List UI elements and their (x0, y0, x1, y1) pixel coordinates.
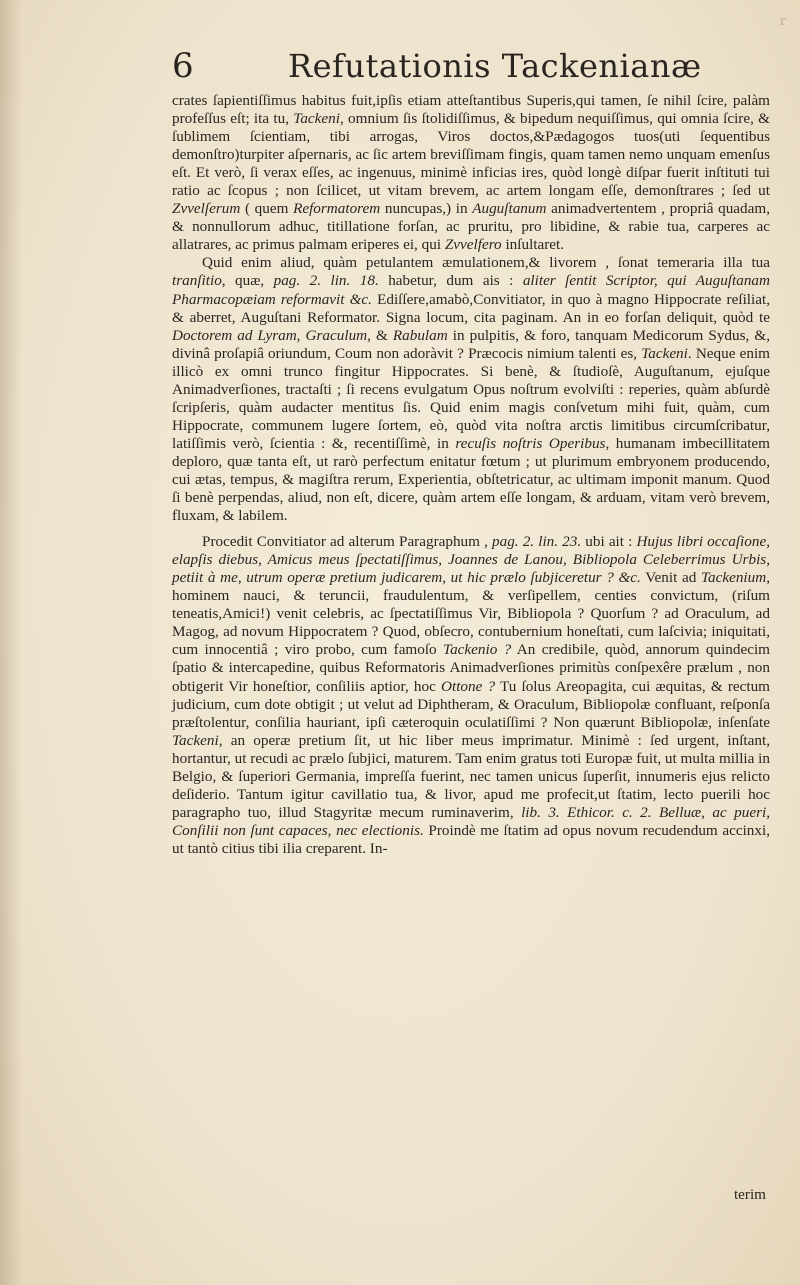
text-run: ubi ait : (581, 533, 637, 551)
italic-text: pag. 2. lin. 18. (273, 272, 379, 290)
text-run: Quid enim aliud, quàm petulantem æmulationem,& livorem , ſonat temeraria illa tua (202, 254, 770, 272)
italic-text: lib. 3. Ethicor. c. 2. Belluæ, ac pueri, Conſilii non ſunt capaces, nec electionis. (172, 803, 770, 839)
italic-text: Reformatorem (293, 200, 381, 218)
text-run: crates ſapientiſſimus habitus fuit,ipſis etiam atteſtantibus Superis,qui tamen, ſe nihil ſcire, palàm profeſſus eſt; ita tu, (172, 92, 770, 128)
text-run: . Neque enim illicò ex omni trunco fingitur Hippocrates. Si benè, & ſtudioſè, Auguſtanum, ejuſque Animadverſiones, tractaſti ; ſi recens evulgatum Opus noſtrum evolviſti : reperies, quàm abſurdè ſcripſeris, quàm audacter mentitus ſis. Quid enim magis conſvetum mihi fuit, quàm, cum Hippocrate, communem lugere ſortem, eò, quòd vita noſtra arctis limitibus circumſcribatur, latiſſimis verò, ſcientia : &, recentiſſimè, in (172, 344, 770, 452)
body-text (172, 92, 770, 858)
paragraph (172, 92, 770, 254)
italic-text: Doctorem ad Lyram, Graculum, (172, 326, 371, 344)
italic-text: recuſis noſtris Operibus (455, 434, 606, 452)
page-gutter-shadow (0, 0, 22, 1285)
italic-text: Tackeni (641, 344, 688, 362)
text-run: & (370, 326, 393, 344)
text-run: , an operæ pretium ſit, ut hic liber meus imprimatur. Minimè : ſed urgent, inſtant, hortantur, ut recudi ac prælo ſubjici, maturem. Tam enim gratus toti Europæ fuit, ut multa millia in Belgio, & ſuperiori Germania, impreſſa fuerint, nec tamen unicus ſuperſit, innumeris ejus relicto deſiderio. Tantum igitur cavillatio tua, & livor, apud me profecit,ut ſtatim, lecto puerili hoc paragrapho tuo, illud Stagyritæ mecum ruminaverim, (172, 731, 770, 821)
corner-mark: r (779, 14, 786, 29)
text-run: , quæ, (221, 272, 274, 290)
italic-text: Rabulam (392, 326, 448, 344)
italic-text: Tackenium (700, 569, 767, 587)
text-run: , hominem nauci, & teruncii, fraudulentum, & verſipellem, centies convictum, (riſum teneatis,Amici!) venit celebris, ac ſpectatiſſimus Vir, Bibliopola ? Quorſum ? ad Oraculum, ad Magog, ad novum Hippocratem ? Quod, obſecro, contubernium honeſtati, cum laſcivia; iniquitati, cum innocentiâ ; viro probo, cum famoſo (172, 569, 770, 659)
text-run: habetur, dum ais : (378, 272, 523, 290)
text-run: inſultaret. (501, 236, 565, 254)
italic-text: Hujus libri occaſione, elapſis diebus, Amicus meus ſpectatiſſimus, Joannes de Lanou, Bibliopola Celeberrimus Urbis, petiit à me, utrum operæ pretium judicarem, ut hic prælo ſubjiceretur ? &c. (172, 533, 770, 587)
italic-text: Tackeni (172, 731, 219, 749)
text-run: , humanam imbecillitatem deploro, quæ tanta eſt, ut rarò perfectum enitatur fœtum ; ut plurimum embryonem producendo, cui ætas, tempus, & magiſtra rerum, Experientia, obſtetricatur, ac ultimam imponit manum. Quod ſi benè perpendas, aliud, non eſt, dicere, quàm artem eſſe longam, & arduam, vitam verò brevem, fluxam, & labilem. (172, 434, 770, 525)
text-run: Ediſſere,amabò,Convitiator, in quo à magno Hippocrate reſiliat, & aberret, Auguſtani Reformator. Signa locum, cita paginam. An in eo forſan deliquit, quòd te (172, 290, 770, 326)
catchword: terim (733, 1186, 766, 1203)
text-run: Proindè me ſtatim ad opus novum recudendum accinxi, ut tantò citius tibi ilia creparent. In- (172, 821, 771, 857)
page-number: 6 (172, 46, 194, 86)
text-run: ( quem (240, 200, 294, 218)
italic-text: tranſitio (172, 272, 222, 290)
text-run: An credibile, quòd, annorum quindecim ſpatio & intercapedine, quibus Reformatoris Animadverſiones primitùs conſpexêre prælum , non obtigerit Vir honeſtior, conſiliis aptior, hoc (172, 641, 770, 695)
italic-text: pag. 2. lin. 23. (492, 533, 582, 551)
running-title: Refutationis Tackenianæ (288, 47, 702, 85)
text-run: nuncupas,) in (380, 200, 473, 218)
text-run: , omnium ſis ſtolidiſſimus, & bipedum nequiſſimus, qui omnia ſcire, & ſublimem ſcientiam, tibi arrogas, Viros doctos,&Pædagogos tuos(uti ſequentibus demonſtro)turpiter aſpernaris, ac ſic artem breviſſimam fingis, quam tamen nemo unquam emenſus eſt. Et verò, ſi verax eſſes, ac ingenuus, minimè inficias ires, quòd longè diſpar fuerit inſtituti tui ratio ac ſcopus ; non ſcilicet, ut vitam brevem, ac artem longam eſſe, demonſtrares ; ſed ut (172, 110, 770, 200)
italic-text: Auguſtanum (472, 200, 547, 218)
text-run: Procedit Convitiator ad alterum Paragraphum , (202, 533, 493, 551)
italic-text: Zvvelſerum (172, 200, 241, 218)
text-run: in pulpitis, & foro, tanquam Medicorum Sydus, &, divinâ proſapiâ oriundum, Coum non adoràvit ? Præcocis nimium talenti es, (172, 326, 770, 362)
italic-text: Zvvelfero (444, 236, 502, 254)
italic-text: Tackenio ? (443, 641, 512, 659)
text-run: Venit ad (640, 569, 701, 587)
page-header (170, 44, 770, 88)
italic-text: Ottone ? (441, 677, 496, 695)
text-run: Tu ſolus Areopagita, cui æquitas, & rectum judicium, cum dote obtigit ; ut velut ad Diphtheram, & Oraculum, Bibliopolæ confluant, reſponſa præſtolentur, conſilia hauriant, ipſi cæteroquin oculatiſſimi ? Non quærunt Bibliopolæ, inſenſate (172, 677, 770, 731)
italic-text: Tackeni (293, 110, 340, 128)
paragraph (172, 254, 770, 525)
italic-text: aliter ſentit Scriptor, qui Auguſtanam Pharmacopæiam reformavit &c. (172, 272, 770, 308)
text-run: animadvertentem , propriâ quadam, & nonnullorum adhuc, titillatione forſan, ac pruritu, pro libidine, & rabie tua, carperes ac allatrares, ac primus palmam eriperes ei, qui (172, 200, 770, 254)
paragraph (172, 533, 770, 858)
